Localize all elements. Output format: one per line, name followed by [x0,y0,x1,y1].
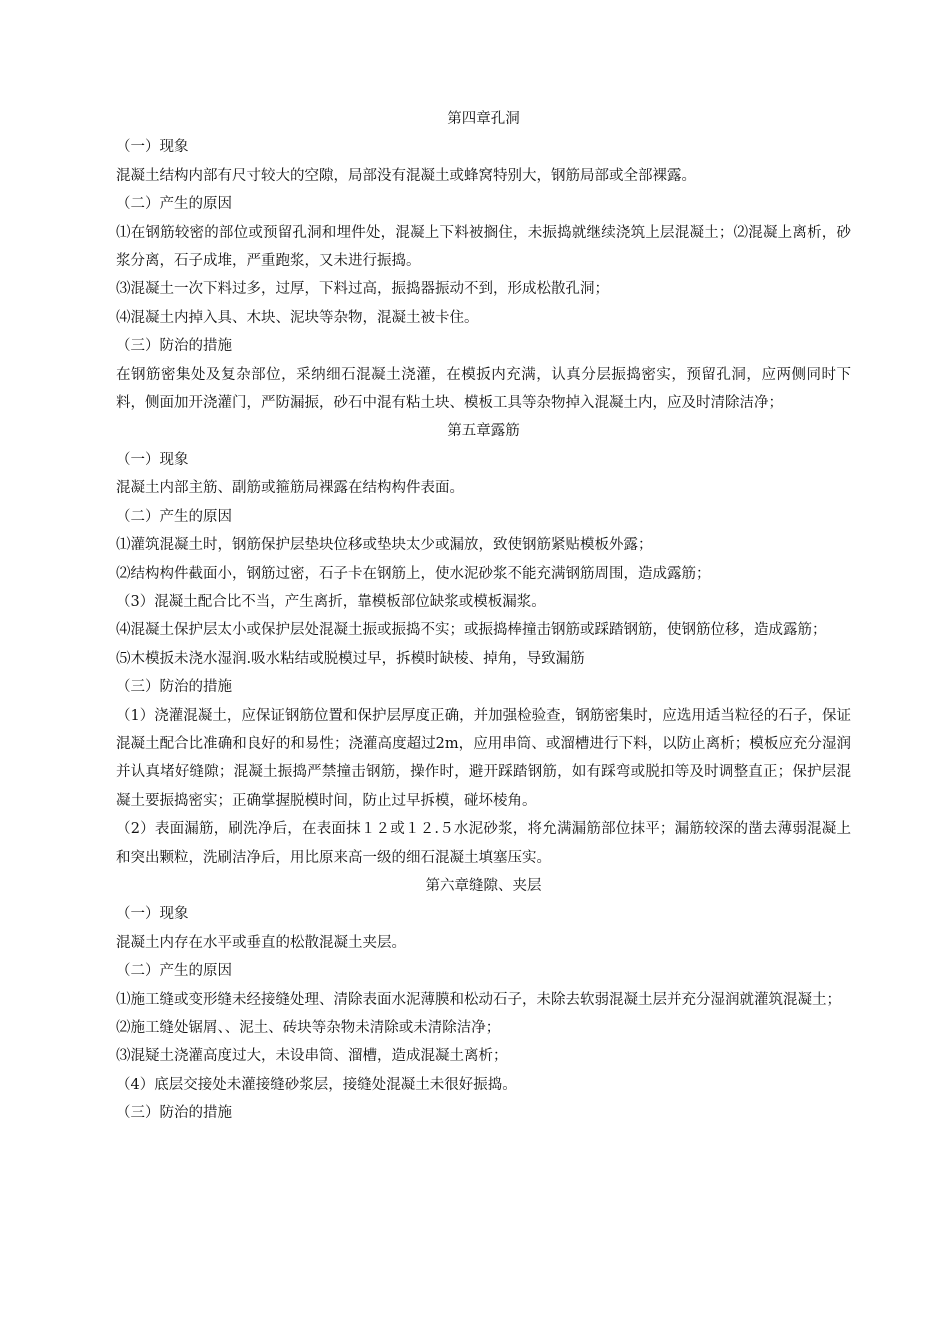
chapter-title: 第六章缝隙、夹层 [425,877,542,894]
section-heading: （二）产生的原因 [116,508,232,525]
section-heading: （三）防治的措施 [116,338,232,355]
paragraph: （1）浇灌混凝土，应保证钢筋位置和保护层厚度正确，并加强检验查，钢筋密集时，应选用适当粒径的石子，保证混凝土配合比准确和良好的和易性；浇灌高度超过2m，应用串筒、或溜槽进行下料，以防止离析；模板应充分湿润并认真堵好缝隙；混凝土振捣严禁撞击钢筋，操作时，避开踩踏钢筋，如有踩弯或脱扣等及时调整直正；保护层混凝土要振捣密实；正确掌握脱模时间，防止过早拆模，碰坏棱角。 [116,707,851,809]
paragraph: ⑴灌筑混凝土时，钢筋保护层垫块位移或垫块太少或漏放，致使钢筋紧贴模板外露； [116,537,653,554]
chapter-title: 第五章露筋 [447,423,520,440]
paragraph: ⑷混凝土保护层太小或保护层处混凝土振或振捣不实；或振捣棒撞击钢筋或踩踏钢筋，使钢筋位移，造成露筋； [116,622,827,639]
paragraph: ⑵施工缝处锯屑、、泥土、砖块等杂物未清除或未清除洁净； [116,1020,501,1036]
section-heading: （三）防治的措施 [116,1105,232,1122]
paragraph: ⑶混凝土一次下料过多，过厚，下料过高，振捣器振动不到，形成松散孔洞； [116,281,609,298]
paragraph: 混凝土内部主筋、副筋或箍筋局裸露在结构构件表面。 [116,480,464,497]
paragraph: （3）混凝土配合比不当，产生离折，靠模板部位缺浆或模板漏浆。 [116,593,546,610]
paragraph: 在钢筋密集处及复杂部位，采纳细石混凝土浇灌，在模扳内充满，认真分层振捣密实，预留孔洞，应两侧同时下料，侧面加开浇灌门，严防漏振，砂石中混有粘土块、模板工具等杂物掉入混凝土内，应及时清除洁净； [116,366,851,412]
paragraph: ⑸木模扳未浇水湿润.吸水粘结或脱模过早，拆模时缺棱、掉角，导致漏筋 [116,650,585,667]
chapter-section [116,872,851,1128]
chapter-section [116,417,851,872]
section-heading: （一）现象 [116,906,189,923]
chapter-section [116,105,851,417]
paragraph: 混凝土结构内部有尺寸较大的空隙，局部没有混凝土或蜂窝特别大，钢筋局部或全部裸露。 [116,167,696,184]
section-heading: （二）产生的原因 [116,196,232,213]
paragraph: ⑴施工缝或变形缝未经接缝处理、清除表面水泥薄膜和松动石子，未除去软弱混凝土层并充分湿润就灌筑混凝土； [116,991,841,1008]
section-heading: （三）防治的措施 [116,679,232,696]
section-heading: （一）现象 [116,139,189,156]
chapter-title: 第四章孔洞 [447,111,520,127]
paragraph: ⑵结构构件截面小，钢筋过密，石子卡在钢筋上，使水泥砂浆不能充满钢筋周围，造成露筋； [116,565,711,582]
section-heading: （二）产生的原因 [116,963,232,980]
paragraph: （4）底层交接处未灌接缝砂浆层，接缝处混凝土未很好振捣。 [116,1076,517,1093]
paragraph: （2）表面漏筋，刷洗净后，在表面抹１２或１２.５水泥砂浆，将允满漏筋部位抹平；漏筋较深的凿去薄弱混凝上和突出颗粒，洗刷洁净后，用比原来高一级的细石混凝土填塞压实。 [116,821,851,866]
paragraph: ⑷混凝土内掉入具、木块、泥块等杂物，混凝土被卡住。 [116,309,479,326]
paragraph: ⑶混疑土浇灌高度过大，未设串筒、溜槽，造成混凝土离析； [116,1048,508,1065]
document-body [116,105,851,1128]
paragraph: ⑴在钢筋较密的部位或预留孔洞和埋件处，混凝上下料被搁住，未振捣就继续浇筑上层混凝土；⑵混凝上离析，砂浆分离，石子成堆，严重跑浆，又未进行振捣。 [116,224,851,270]
section-heading: （一）现象 [116,451,189,468]
paragraph: 混凝土内存在水平或垂直的松散混凝土夹层。 [116,934,406,951]
